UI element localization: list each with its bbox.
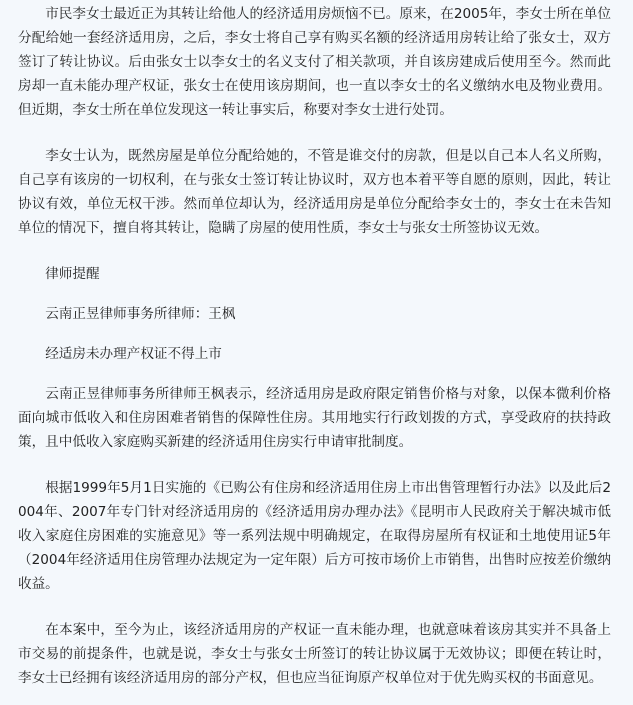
subheading: 经适房未办理产权证不得上市: [45, 346, 222, 362]
lawyer-attribution: 云南正昱律师事务所律师：王枫: [45, 306, 236, 322]
paragraph-regulations: 根据1999年5月1日实施的《已购公有住房和经济适用住房上市出售管理暂行办法》以及此后2004年、2007年专门针对经济适用房的《经济适用房办理办法》《昆明市人民政府关于解决城市低收入家庭住房困难的实施意见》等一系列法规中明确规定，在取得房屋所有权证和土地使用证5年（2004年经济适用住房管理办法规定为一定年限）后方可按市场价上市销售，出售时应按差价缴纳收益。: [18, 480, 611, 592]
paragraph-background: 市民李女士最近正为其转让给他人的经济适用房烦恼不已。原来，在2005年，李女士所在单位分配给她一套经济适用房，之后，李女士将自己享有购买名额的经济适用房转让给了张女士，双方签订了转让协议。后由张女士以李女士的名义支付了相关款项，并自该房建成后使用至今。然而此房却一直未能办理产权证，张女士在使用该房期间，也一直以李女士的名义缴纳水电及物业费用。但近期，李女士所在单位发现这一转让事实后，称要对李女士进行处罚。: [18, 6, 611, 118]
paragraph-definition: 云南正昱律师事务所律师王枫表示，经济适用房是政府限定销售价格与对象，以保本微利价格面向城市低收入和住房困难者销售的保障性住房。其用地实行行政划拨的方式，享受政府的扶持政策，且中低收入家庭购买新建的经济适用住房实行申请审批制度。: [18, 386, 611, 450]
paragraph-views: 李女士认为，既然房屋是单位分配给她的，不管是谁交付的房款，但是以自己本人名义所购，自己享有该房的一切权利，在与张女士签订转让协议时，双方也本着平等自愿的原则，因此，转让协议有效，单位无权干涉。然而单位却认为，经济适用房是单位分配给李女士的，李女士在未告知单位的情况下，擅自将其转让，隐瞒了房屋的使用性质，李女士与张女士所签协议无效。: [18, 148, 611, 236]
section-heading-lawyer-tip: 律师提醒: [45, 266, 100, 282]
paragraph-conclusion: 在本案中，至今为止，该经济适用房的产权证一直未能办理，也就意味着该房其实并不具备上市交易的前提条件，也就是说，李女士与张女士所签订的转让协议属于无效协议；即便在转让时，李女士已经拥有该经济适用房的部分产权，但也应当征询原产权单位对于优先购买权的书面意见。: [18, 622, 611, 686]
